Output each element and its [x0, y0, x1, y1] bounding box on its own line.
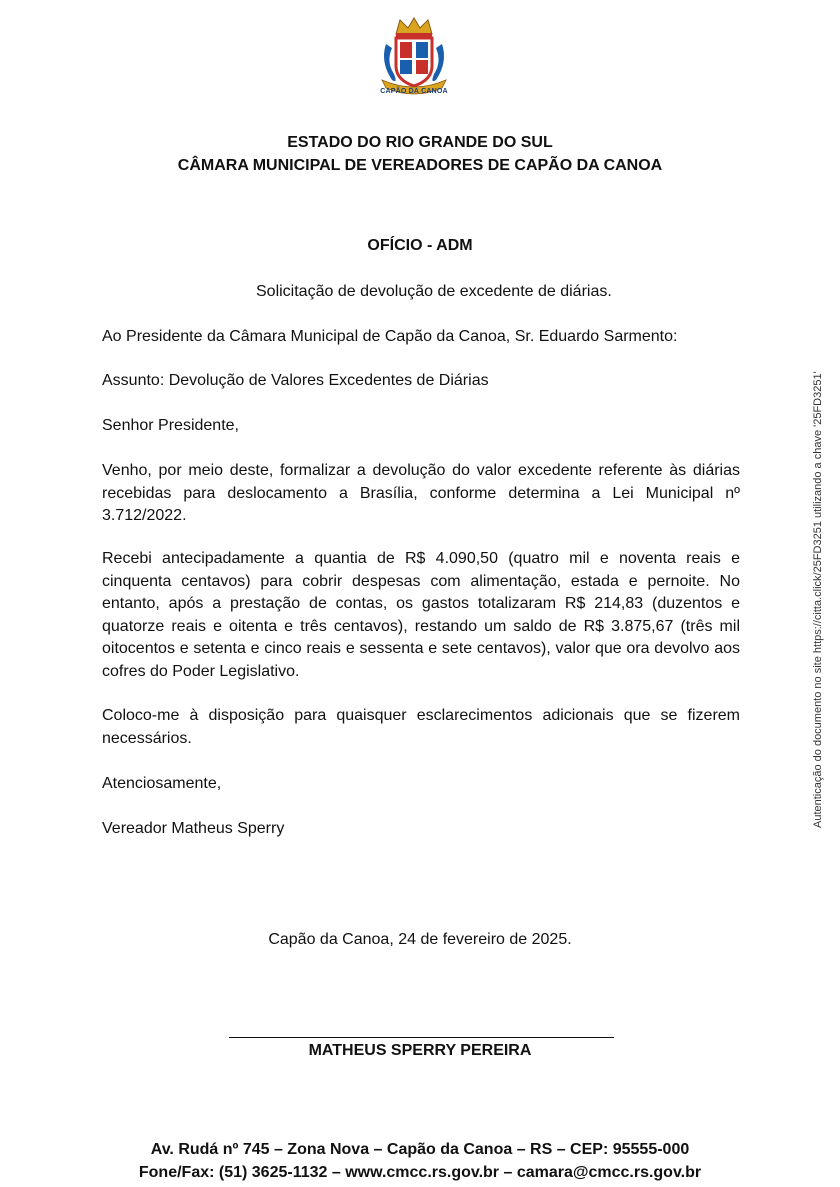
salutation: Senhor Presidente,: [102, 417, 239, 434]
document-summary: Solicitação de devolução de excedente de diárias.: [256, 283, 612, 300]
crest-caption: CAPÃO DA CANOA: [380, 88, 448, 95]
letterhead: [0, 131, 840, 177]
body-paragraph-2: Recebi antecipadamente a quantia de R$ 4.090,50 (quatro mil e noventa reais e cinquenta centavos) para cobrir despesas com alimentação, estada e pernoite. No entanto, após a prestação de contas, os gastos totalizaram R$ 214,83 (duzentos e quatorze reais e oitenta e três centavos), restando um saldo de R$ 3.875,67 (três mil oitocentos e setenta e cinco reais e sessenta e sete centavos), valor que ora devolvo aos cofres do Poder Legislativo.: [102, 550, 740, 680]
footer-address: Av. Rudá nº 745 – Zona Nova – Capão da Canoa – RS – CEP: 95555-000: [150, 1141, 690, 1158]
signature-name: MATHEUS SPERRY PEREIRA: [308, 1042, 532, 1059]
footer-contact: Fone/Fax: (51) 3625-1132 – www.cmcc.rs.gov.br – camara@cmcc.rs.gov.br: [138, 1164, 702, 1181]
addressee-line: Ao Presidente da Câmara Municipal de Capão da Canoa, Sr. Eduardo Sarmento:: [102, 328, 678, 345]
signature-line: [229, 1037, 614, 1038]
closing: Atenciosamente,: [102, 775, 222, 792]
authentication-note: Autenticação do documento no site https://citta.click/25FD3251 utilizando a chave '25FD3251': [812, 371, 824, 828]
subject-line: Assunto: Devolução de Valores Excedentes de Diárias: [102, 372, 489, 389]
body-paragraph-3: Coloco-me à disposição para quaisquer esclarecimentos adicionais que se fizerem necessários.: [102, 707, 740, 747]
place-and-date: Capão da Canoa, 24 de fevereiro de 2025.: [268, 931, 572, 948]
body-paragraph-1: Venho, por meio deste, formalizar a devolução do valor excedente referente às diárias recebidas para deslocamento a Brasília, conforme determina a Lei Municipal nº 3.712/2022.: [102, 462, 740, 524]
letterhead-chamber: CÂMARA MUNICIPAL DE VEREADORES DE CAPÃO DA CANOA: [177, 157, 663, 174]
footer: [0, 1138, 840, 1184]
sender-name: Vereador Matheus Sperry: [102, 820, 285, 837]
municipal-crest-logo: [372, 14, 456, 110]
letterhead-state: ESTADO DO RIO GRANDE DO SUL: [287, 134, 553, 151]
document-title: OFÍCIO - ADM: [367, 237, 473, 254]
